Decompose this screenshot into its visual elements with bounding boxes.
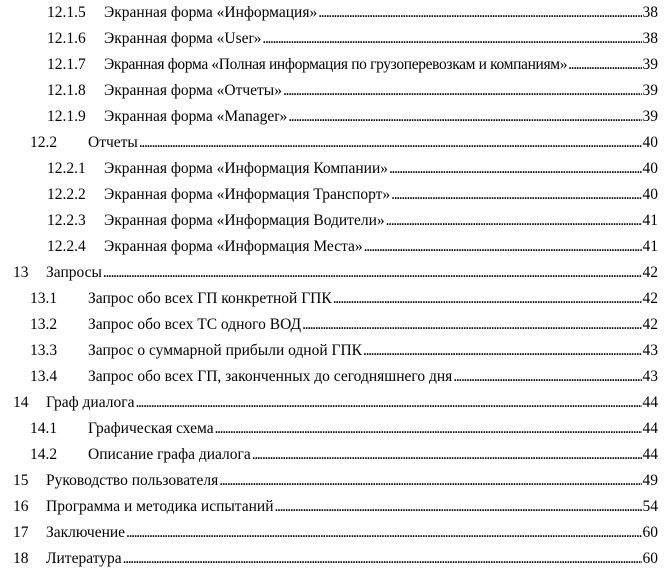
toc-entry-title[interactable]: Запрос обо всех ГП, законченных до сегодняшнего дня bbox=[88, 368, 453, 385]
toc-entry-number: 12.1.6 bbox=[47, 30, 86, 47]
toc-entry-line bbox=[104, 208, 658, 234]
toc-entry-page: 38 bbox=[642, 4, 658, 21]
dot-leader bbox=[135, 390, 641, 416]
dot-leader bbox=[283, 78, 642, 104]
toc-entry[interactable] bbox=[0, 208, 666, 234]
toc-entry-title[interactable]: Литература bbox=[46, 550, 122, 567]
dot-leader bbox=[389, 156, 642, 182]
toc-entry-page: 54 bbox=[642, 498, 658, 515]
toc-entry-number: 12.2.1 bbox=[47, 160, 86, 177]
toc-entry-number: 14 bbox=[13, 394, 29, 411]
dot-leader bbox=[219, 468, 641, 494]
toc-entry-title[interactable]: Программа и методика испытаний bbox=[46, 498, 274, 515]
dot-leader bbox=[262, 26, 641, 52]
toc-entry[interactable] bbox=[0, 520, 666, 546]
toc-entry-title[interactable]: Графическая схема bbox=[88, 420, 214, 437]
toc-entry-line bbox=[88, 338, 658, 364]
toc-entry[interactable] bbox=[0, 78, 666, 104]
toc-entry-page: 39 bbox=[642, 82, 658, 99]
toc-entry-line bbox=[88, 416, 658, 442]
toc-entry-number: 16 bbox=[13, 498, 29, 515]
toc-entry-page: 44 bbox=[642, 420, 658, 437]
toc-entry-title[interactable]: Экранная форма «Информация Места» bbox=[104, 238, 363, 255]
toc-entry-line bbox=[46, 260, 658, 286]
toc-entry[interactable] bbox=[0, 364, 666, 390]
toc-entry-number: 12.1.7 bbox=[47, 56, 86, 73]
toc-entry-title[interactable]: Экранная форма «Информация» bbox=[104, 4, 318, 21]
toc-entry-line bbox=[104, 182, 658, 208]
toc-entry-title[interactable]: Экранная форма «Полная информация по грузоперевозкам и компаниям» bbox=[104, 56, 568, 73]
toc-entry-line bbox=[88, 130, 658, 156]
toc-entry-title[interactable]: Запросы bbox=[46, 264, 102, 281]
toc-entry-line bbox=[46, 390, 658, 416]
toc-entry-page: 40 bbox=[642, 186, 658, 203]
toc-entry-number: 14.1 bbox=[30, 420, 58, 437]
toc-entry-number: 14.2 bbox=[30, 446, 58, 463]
toc-entry-number: 18 bbox=[13, 550, 29, 567]
toc-entry-page: 44 bbox=[642, 446, 658, 463]
toc-entry-line bbox=[46, 520, 658, 546]
toc-entry[interactable] bbox=[0, 312, 666, 338]
toc-entry-title[interactable]: Граф диалога bbox=[46, 394, 135, 411]
toc-entry[interactable] bbox=[0, 416, 666, 442]
toc-entry[interactable] bbox=[0, 52, 666, 78]
dot-leader bbox=[333, 286, 642, 312]
toc-entry-number: 17 bbox=[13, 524, 29, 541]
toc-entry-page: 39 bbox=[642, 56, 658, 73]
toc-entry-title[interactable]: Запрос обо всех ГП конкретной ГПК bbox=[88, 290, 332, 307]
toc-entry-number: 13 bbox=[13, 264, 29, 281]
dot-leader bbox=[123, 546, 642, 572]
toc-entry-number: 13.2 bbox=[30, 316, 58, 333]
toc-entry[interactable] bbox=[0, 260, 666, 286]
toc-entry-line bbox=[104, 0, 658, 26]
dot-leader bbox=[364, 234, 642, 260]
dot-leader bbox=[288, 104, 641, 130]
toc-entry-title[interactable]: Экранная форма «Информация Транспорт» bbox=[104, 186, 391, 203]
toc-entry-page: 42 bbox=[642, 316, 658, 333]
toc-entry-line bbox=[46, 546, 658, 572]
toc-entry-number: 12.2.3 bbox=[47, 212, 86, 229]
toc-entry-number: 12.1.8 bbox=[47, 82, 86, 99]
dot-leader bbox=[126, 520, 641, 546]
toc-entry-number: 12.2.2 bbox=[47, 186, 86, 203]
toc-entry-page: 60 bbox=[642, 550, 658, 567]
toc-entry-title[interactable]: Экранная форма «User» bbox=[104, 30, 262, 47]
toc-entry-line bbox=[104, 104, 658, 130]
toc-entry-page: 44 bbox=[642, 394, 658, 411]
toc-entry-title[interactable]: Описание графа диалога bbox=[88, 446, 251, 463]
toc-entry-title[interactable]: Экранная форма «Информация Водители» bbox=[104, 212, 385, 229]
dot-leader bbox=[139, 130, 642, 156]
dot-leader bbox=[386, 208, 642, 234]
toc-entry[interactable] bbox=[0, 494, 666, 520]
toc-entry-number: 13.4 bbox=[30, 368, 58, 385]
toc-entry-page: 43 bbox=[642, 342, 658, 359]
toc-entry-line bbox=[88, 442, 658, 468]
toc-entry-page: 42 bbox=[642, 264, 658, 281]
toc-entry-page: 38 bbox=[642, 30, 658, 47]
toc-entry-page: 49 bbox=[642, 472, 658, 489]
toc-entry-page: 40 bbox=[642, 160, 658, 177]
toc-entry-number: 12.1.9 bbox=[47, 108, 86, 125]
toc-entry-number: 15 bbox=[13, 472, 29, 489]
toc-entry[interactable] bbox=[0, 390, 666, 416]
toc-entry-number: 12.2.4 bbox=[47, 238, 86, 255]
toc-entry-title[interactable]: Экранная форма «Информация Компании» bbox=[104, 160, 388, 177]
toc-entry[interactable] bbox=[0, 468, 666, 494]
toc-entry-page: 43 bbox=[642, 368, 658, 385]
toc-entry-title[interactable]: Запрос о суммарной прибыли одной ГПК bbox=[88, 342, 363, 359]
toc-entry-title[interactable]: Отчеты bbox=[88, 134, 138, 151]
toc-entry-line bbox=[88, 312, 658, 338]
toc-entry-title[interactable]: Руководство пользователя bbox=[46, 472, 219, 489]
toc-entry-line bbox=[88, 364, 658, 390]
toc-entry[interactable] bbox=[0, 130, 666, 156]
toc-entry-line bbox=[104, 234, 658, 260]
toc-entry-line bbox=[104, 52, 658, 78]
toc-entry[interactable] bbox=[0, 442, 666, 468]
toc-entry[interactable] bbox=[0, 156, 666, 182]
dot-leader bbox=[252, 442, 642, 468]
toc-entry-line bbox=[104, 26, 658, 52]
toc-entry[interactable] bbox=[0, 182, 666, 208]
dot-leader bbox=[215, 416, 642, 442]
toc-entry[interactable] bbox=[0, 0, 666, 26]
dot-leader bbox=[103, 260, 642, 286]
toc-entry[interactable] bbox=[0, 104, 666, 130]
toc-entry-page: 60 bbox=[642, 524, 658, 541]
dot-leader bbox=[391, 182, 641, 208]
toc-entry[interactable] bbox=[0, 286, 666, 312]
toc-entry-page: 40 bbox=[642, 134, 658, 151]
dot-leader bbox=[453, 364, 641, 390]
toc-entry-title[interactable]: Экранная форма «Manager» bbox=[104, 108, 288, 125]
toc-entry-page: 41 bbox=[642, 212, 658, 229]
dot-leader bbox=[302, 312, 641, 338]
toc-entry-line bbox=[104, 78, 658, 104]
toc-entry[interactable] bbox=[0, 234, 666, 260]
toc-entry-title[interactable]: Заключение bbox=[46, 524, 126, 541]
toc-entry-page: 41 bbox=[642, 238, 658, 255]
toc-entry-line bbox=[46, 468, 658, 494]
toc-entry[interactable] bbox=[0, 546, 666, 572]
toc-entry[interactable] bbox=[0, 26, 666, 52]
dot-leader bbox=[318, 0, 641, 26]
toc-entry-number: 13.3 bbox=[30, 342, 58, 359]
dot-leader bbox=[568, 52, 641, 78]
dot-leader bbox=[275, 494, 642, 520]
toc-entry[interactable] bbox=[0, 338, 666, 364]
toc-entry-line bbox=[104, 156, 658, 182]
dot-leader bbox=[363, 338, 641, 364]
toc-entry-page: 39 bbox=[642, 108, 658, 125]
toc-entry-line bbox=[46, 494, 658, 520]
toc-entry-title[interactable]: Экранная форма «Отчеты» bbox=[104, 82, 282, 99]
toc-entry-line bbox=[88, 286, 658, 312]
toc-entry-number: 13.1 bbox=[30, 290, 58, 307]
toc-entry-page: 42 bbox=[642, 290, 658, 307]
toc-entry-number: 12.1.5 bbox=[47, 4, 86, 21]
toc-entry-title[interactable]: Запрос обо всех ТС одного ВОД bbox=[88, 316, 302, 333]
toc-entry-number: 12.2 bbox=[30, 134, 58, 151]
